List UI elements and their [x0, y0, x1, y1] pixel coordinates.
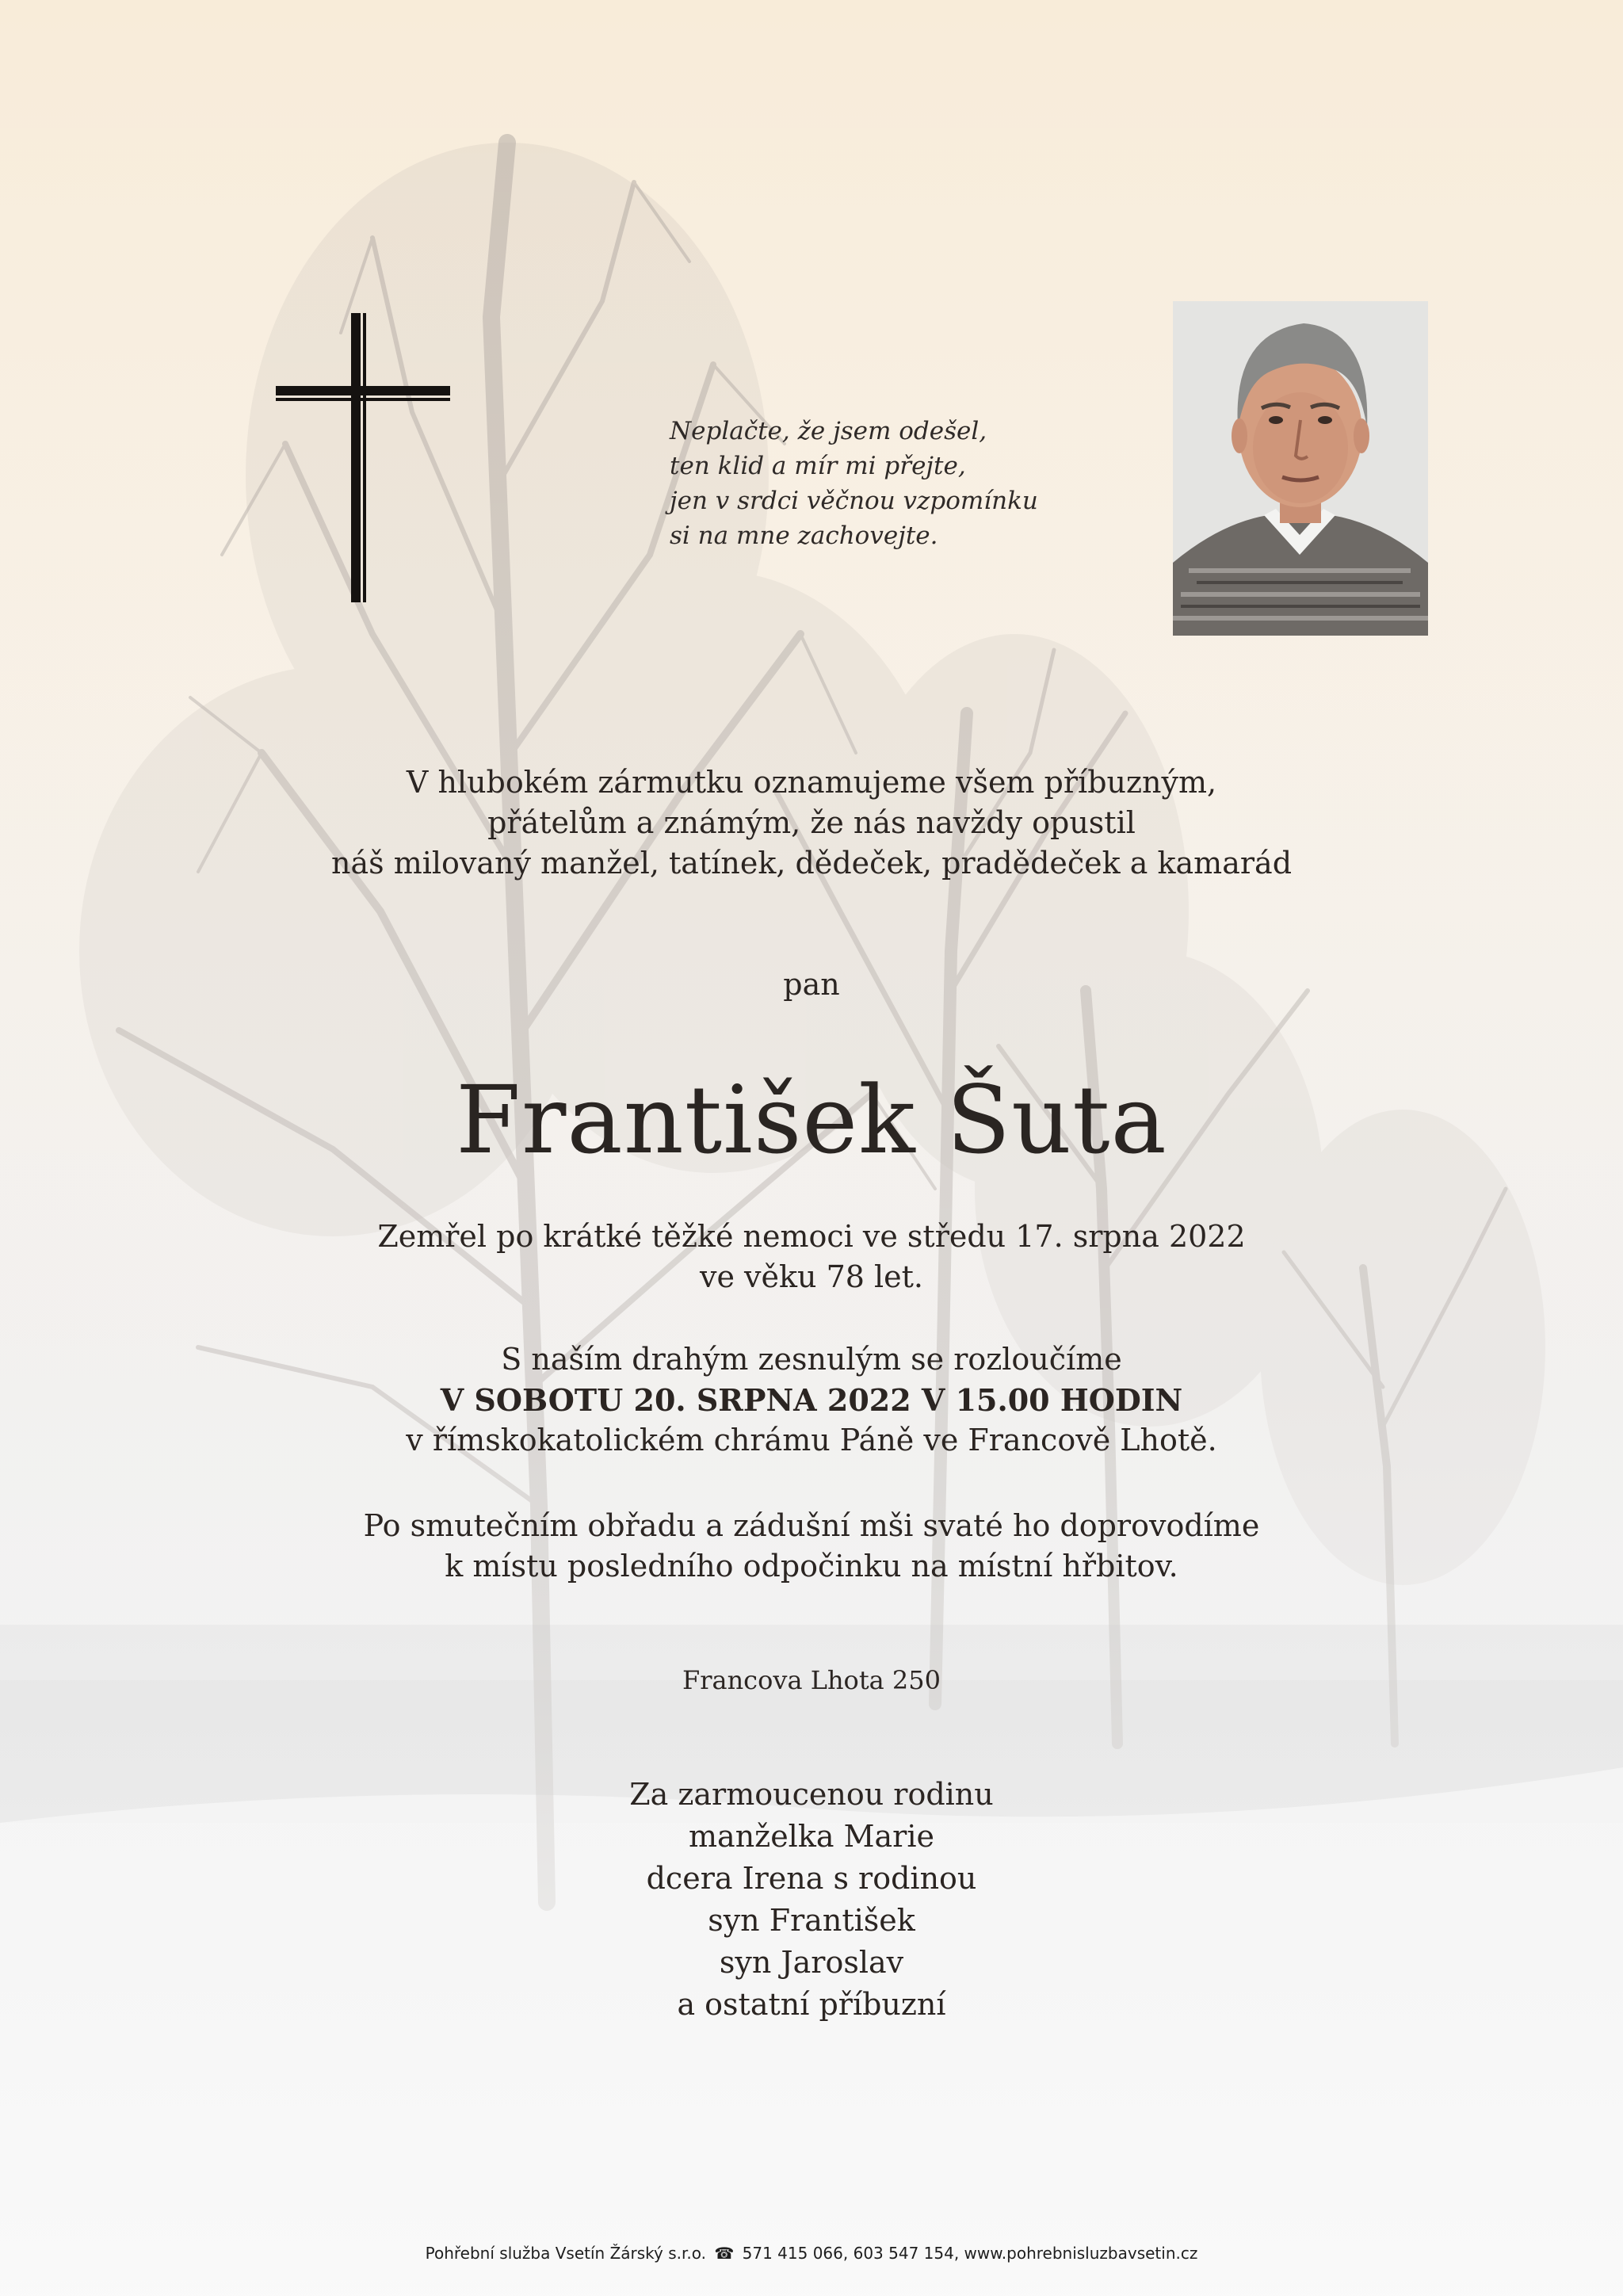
farewell-place: v římskokatolickém chrámu Páně ve Francově Lhotě. — [406, 1423, 1217, 1457]
death-info-line: Zemřel po krátké těžké nemoci ve středu 17. srpna 2022 — [377, 1219, 1246, 1254]
memorial-poem — [670, 414, 1082, 553]
family-line: a ostatní příbuzní — [677, 1987, 946, 2022]
footer-company: Pohřební služba Vsetín Žárský s.r.o. — [425, 2244, 706, 2263]
after-ceremony-line: Po smutečním obřadu a zádušní mši svaté ho doprovodíme — [363, 1508, 1260, 1543]
cross-icon — [276, 313, 450, 606]
deceased-portrait-photo — [1173, 301, 1428, 636]
after-ceremony-line: k místu posledního odpočinku na místní hřbitov. — [445, 1549, 1178, 1584]
poem-line: si na mne zachovejte. — [670, 521, 938, 550]
family-signatures — [0, 1774, 1623, 2026]
poem-line: ten klid a mír mi přejte, — [670, 452, 966, 480]
telephone-icon: ☎ — [714, 2244, 735, 2263]
announcement-line: V hlubokém zármutku oznamujeme všem příbuzným, — [406, 765, 1217, 800]
poem-line: Neplačte, že jsem odešel, — [670, 417, 987, 445]
footer-website[interactable]: www.pohrebnisluzbavsetin.cz — [964, 2244, 1198, 2263]
death-info-line: ve věku 78 let. — [700, 1259, 923, 1294]
farewell-intro: S naším drahým zesnulým se rozloučíme — [501, 1342, 1122, 1377]
family-address: Francova Lhota 250 — [682, 1665, 941, 1695]
announcement-line: přátelům a známým, že nás navždy opustil — [487, 805, 1136, 840]
after-ceremony-info — [0, 1506, 1623, 1587]
deceased-name: František Šuta — [456, 1065, 1167, 1175]
honorific: pan — [783, 967, 840, 1002]
footer-phones: 571 415 066, 603 547 154, — [742, 2244, 960, 2263]
farewell-info — [0, 1339, 1623, 1461]
family-line: dcera Irena s rodinou — [646, 1861, 977, 1896]
farewell-datetime: V SOBOTU 20. SRPNA 2022 V 15.00 HODIN — [440, 1382, 1183, 1418]
funeral-service-footer — [0, 2243, 1623, 2264]
poem-line: jen v srdci věčnou vzpomínku — [670, 487, 1038, 515]
family-line: syn Jaroslav — [719, 1945, 904, 1980]
announcement-text — [0, 762, 1623, 884]
family-line: manželka Marie — [689, 1819, 934, 1854]
family-line: syn František — [708, 1903, 915, 1938]
family-line: Za zarmoucenou rodinu — [629, 1777, 994, 1812]
announcement-line: náš milovaný manžel, tatínek, dědeček, pradědeček a kamarád — [330, 846, 1293, 881]
death-info — [0, 1217, 1623, 1297]
